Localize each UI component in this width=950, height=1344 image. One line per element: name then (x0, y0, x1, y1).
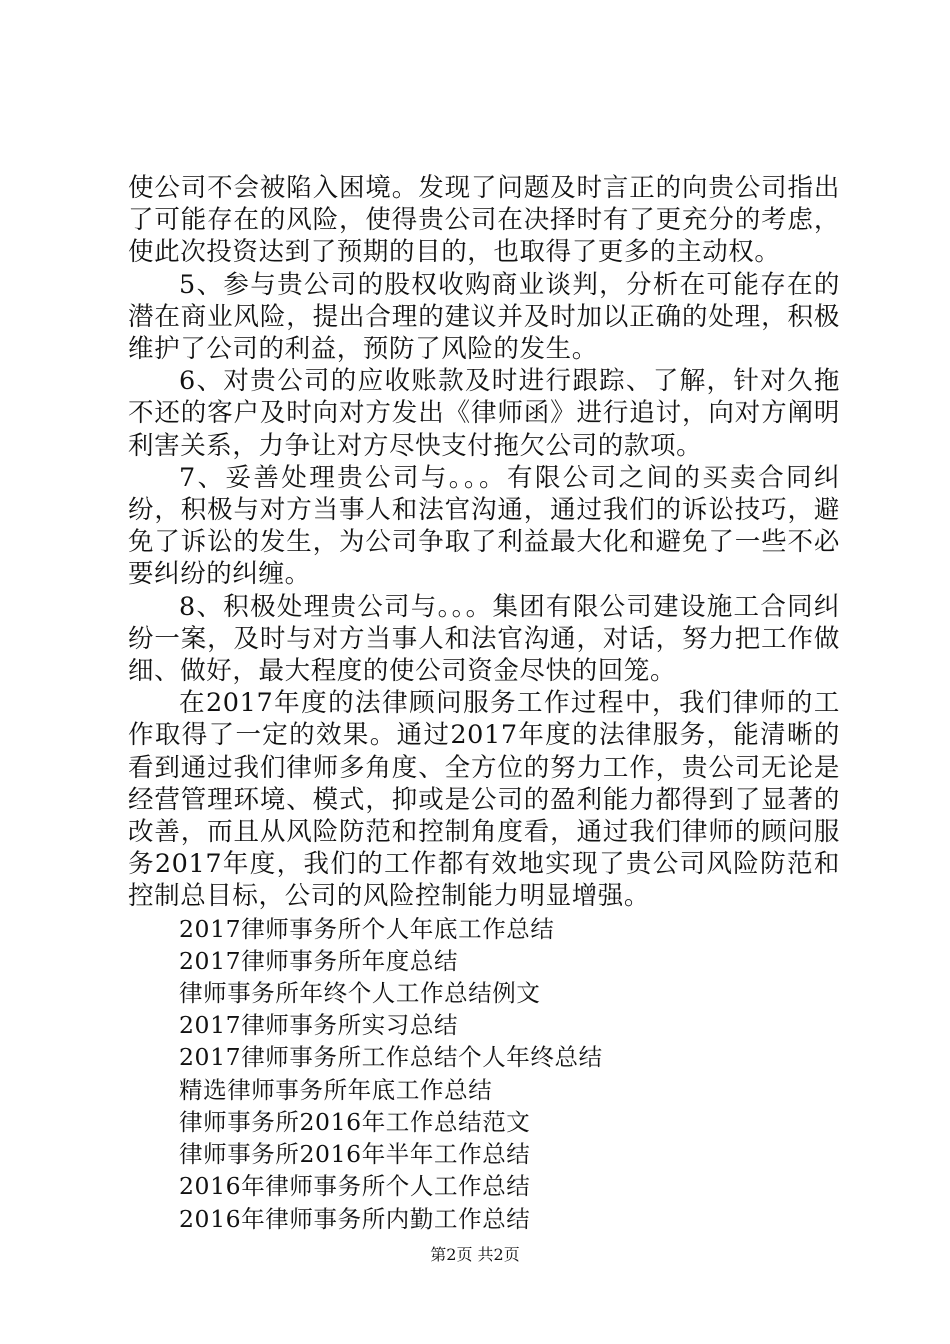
document-body (128, 172, 840, 1235)
page-footer: 第2页 共2页 (430, 1245, 520, 1264)
paragraph-summary: 在2017年度的法律顾问服务工作过程中，我们律师的工作取得了一定的效果。通过2017年度的法律服务，能清晰的看到通过我们律师多角度、全方位的努力工作，贵公司无论是经营管理环境、模式，抑或是公司的盈利能力都得到了显著的改善，而且从风险防范和控制角度看，通过我们律师的顾问服务2017年度，我们的工作都有效地实现了贵公司风险防范和控制总目标，公司的风险控制能力明显增强。 (128, 688, 840, 912)
related-title: 2017律师事务所实习总结 (179, 1011, 459, 1040)
related-title: 2017律师事务所年度总结 (179, 946, 459, 975)
related-title: 精选律师事务所年底工作总结 (179, 1075, 493, 1104)
paragraph-item-8: 8、积极处理贵公司与。。。集团有限公司建设施工合同纠纷一案，及时与对方当事人和法官沟通，对话，努力把工作做细、做好，最大程度的使公司资金尽快的回笼。 (128, 591, 840, 687)
related-title: 律师事务所年终个人工作总结例文 (179, 979, 541, 1008)
paragraph-item-7: 7、妥善处理贵公司与。。。有限公司之间的买卖合同纠纷，积极与对方当事人和法官沟通，通过我们的诉讼技巧，避免了诉讼的发生，为公司争取了利益最大化和避免了一些不必要纠纷的纠缠。 (128, 462, 840, 590)
paragraph-item-5: 5、参与贵公司的股权收购商业谈判，分析在可能存在的潜在商业风险，提出合理的建议并及时加以正确的处理，积极维护了公司的利益，预防了风险的发生。 (128, 269, 840, 365)
related-title: 2016年律师事务所个人工作总结 (179, 1172, 531, 1201)
related-title: 2016年律师事务所内勤工作总结 (179, 1204, 531, 1233)
related-title: 律师事务所2016年工作总结范文 (179, 1107, 531, 1136)
related-title: 2017律师事务所个人年底工作总结 (179, 914, 555, 943)
related-title: 律师事务所2016年半年工作总结 (179, 1140, 531, 1169)
paragraph-continuation: 使公司不会被陷入困境。发现了问题及时言正的向贵公司指出了可能存在的风险，使得贵公司在决择时有了更充分的考虑，使此次投资达到了预期的目的，也取得了更多的主动权。 (128, 173, 840, 268)
paragraph-item-6: 6、对贵公司的应收账款及时进行跟踪、了解，针对久拖不还的客户及时向对方发出《律师函》进行追讨，向对方阐明利害关系，力争让对方尽快支付拖欠公司的款项。 (128, 366, 840, 461)
related-title: 2017律师事务所工作总结个人年终总结 (179, 1043, 603, 1072)
related-titles-list (128, 913, 840, 1235)
